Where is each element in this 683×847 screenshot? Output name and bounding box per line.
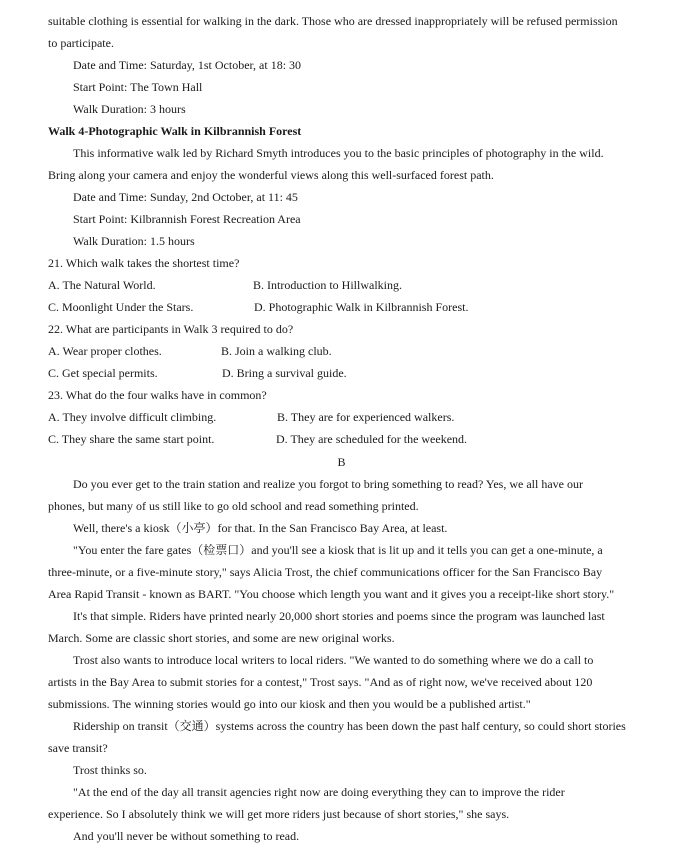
passage-line: Well, there's a kiosk（小亭）for that. In the San Francisco Bay Area, at least. [73,521,448,535]
question-22-stem: 22. What are participants in Walk 3 required to do? [48,322,294,336]
question-21-option-d: D. Photographic Walk in Kilbrannish Forest. [254,300,469,314]
question-21-option-c: C. Moonlight Under the Stars. [48,300,194,314]
walk3-start-point: Start Point: The Town Hall [73,80,203,94]
passage-line: "At the end of the day all transit agencies right now are doing everything they can to improve the rider [73,785,565,799]
question-23-option-b: B. They are for experienced walkers. [277,410,455,424]
question-21-option-a: A. The Natural World. [48,278,156,292]
walk4-start-point: Start Point: Kilbrannish Forest Recreation Area [73,212,301,226]
passage-line: experience. So I absolutely think we will get more riders just because of short stories," she says. [48,807,510,821]
question-23-option-d: D. They are scheduled for the weekend. [276,432,468,446]
question-23-options-row2 [48,428,468,450]
question-23-option-c: C. They share the same start point. [48,432,215,446]
question-22-option-c: C. Get special permits. [48,366,158,380]
question-22-options-row2 [48,362,347,384]
walk4-date-time: Date and Time: Sunday, 2nd October, at 11: 45 [73,190,298,204]
walk4-duration: Walk Duration: 1.5 hours [73,234,195,248]
question-22-option-d: D. Bring a survival guide. [222,366,347,380]
walk4-heading: Walk 4-Photographic Walk in Kilbrannish Forest [48,124,302,138]
passage-line: Ridership on transit（交通）systems across the country has been down the past half century, so could short stories [73,719,626,733]
question-21-options-row2 [48,296,469,318]
passage-line: save transit? [48,741,108,755]
walk3-text-line1: suitable clothing is essential for walking in the dark. Those who are dressed inappropriately will be refused permission [48,14,618,28]
passage-line: Area Rapid Transit - known as BART. "You choose which length you want and it gives you a receipt-like short story." [48,587,615,601]
passage-line: It's that simple. Riders have printed nearly 20,000 short stories and poems since the program was launched last [73,609,605,623]
passage-line: three-minute, or a five-minute story," says Alicia Trost, the chief communications officer for the San Francisco Bay [48,565,603,579]
question-23-options-row1 [48,406,455,428]
passage-line: artists in the Bay Area to submit stories for a contest," Trost says. "And as of right now, we've received about 120 [48,675,593,689]
question-23-stem: 23. What do the four walks have in common? [48,388,267,402]
passage-line: "You enter the fare gates（检票口）and you'll see a kiosk that is lit up and it tells you can get a one-minute, a [73,543,603,557]
question-21-option-b: B. Introduction to Hillwalking. [253,278,402,292]
passage-line: Trost thinks so. [73,763,147,777]
passage-line: phones, but many of us still like to go old school and read something printed. [48,499,419,513]
passage-line: Trost also wants to introduce local writers to local riders. "We wanted to do something where we do a call to [73,653,594,667]
passage-line: Do you ever get to the train station and realize you forgot to bring something to read? Yes, we all have our [73,477,583,491]
question-22-options-row1 [48,340,332,362]
passage-line: And you'll never be without something to read. [73,829,300,843]
walk3-text-line2: to participate. [48,36,114,50]
passage-line: submissions. The winning stories would go into our kiosk and then you would be a published artist." [48,697,531,711]
passage-line: March. Some are classic short stories, and some are new original works. [48,631,395,645]
question-21-stem: 21. Which walk takes the shortest time? [48,256,240,270]
walk3-duration: Walk Duration: 3 hours [73,102,186,116]
question-23-option-a: A. They involve difficult climbing. [48,410,217,424]
question-22-option-a: A. Wear proper clothes. [48,344,162,358]
question-21-options-row1 [48,274,402,296]
section-b-label: B [337,455,346,469]
walk3-date-time: Date and Time: Saturday, 1st October, at 18: 30 [73,58,302,72]
walk4-desc-line1: This informative walk led by Richard Smyth introduces you to the basic principles of photography in the wild. [73,146,604,160]
question-22-option-b: B. Join a walking club. [221,344,332,358]
walk4-desc-line2: Bring along your camera and enjoy the wonderful views along this well-surfaced forest path. [48,168,494,182]
